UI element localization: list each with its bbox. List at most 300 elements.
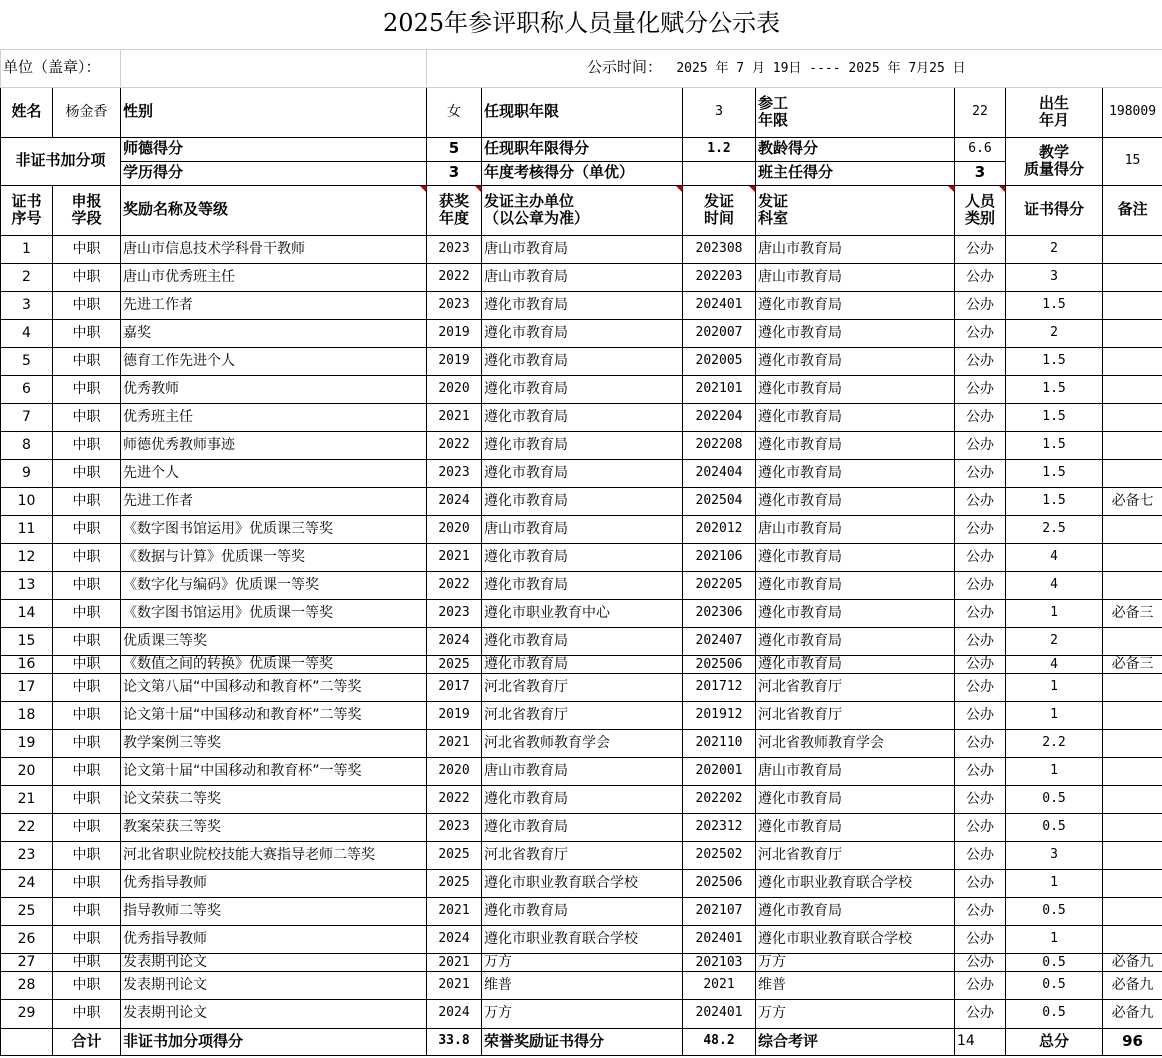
row-seq: 12 — [1, 543, 53, 571]
row-stage: 中职 — [53, 971, 121, 999]
total-score-value: 96 — [1103, 1028, 1162, 1055]
row-category: 公办 — [955, 897, 1006, 925]
row-note — [1103, 543, 1162, 571]
row-time: 202504 — [683, 487, 756, 515]
row-stage: 中职 — [53, 813, 121, 841]
row-year: 2022 — [427, 571, 482, 599]
table-row — [1, 375, 1162, 403]
table-row — [1, 841, 1162, 869]
row-time: 202103 — [683, 953, 756, 971]
row-stage: 中职 — [53, 319, 121, 347]
row-issuer: 遵化市职业教育中心 — [482, 599, 683, 627]
table-row — [1, 403, 1162, 431]
row-year: 2024 — [427, 627, 482, 655]
row-award: 教学案例三等奖 — [121, 729, 427, 757]
row-note — [1103, 375, 1162, 403]
row-score: 1.5 — [1006, 459, 1103, 487]
row-seq: 2 — [1, 263, 53, 291]
row-note — [1103, 701, 1162, 729]
row-category: 公办 — [955, 599, 1006, 627]
row-stage: 中职 — [53, 729, 121, 757]
row-category: 公办 — [955, 627, 1006, 655]
row-score: 2 — [1006, 235, 1103, 263]
row-category: 公办 — [955, 655, 1006, 673]
row-year: 2024 — [427, 925, 482, 953]
row-year: 2023 — [427, 235, 482, 263]
table-row — [1, 925, 1162, 953]
row-award: 先进工作者 — [121, 291, 427, 319]
row-issuer: 唐山市教育局 — [482, 263, 683, 291]
row-issuer: 遵化市教育局 — [482, 897, 683, 925]
row-year: 2020 — [427, 757, 482, 785]
row-stage: 中职 — [53, 375, 121, 403]
header-year-line1: 获奖 — [438, 191, 469, 210]
header-category — [955, 185, 1006, 235]
work-years-value: 22 — [955, 87, 1006, 137]
row-stage: 中职 — [53, 263, 121, 291]
row-issuer: 唐山市教育局 — [482, 235, 683, 263]
row-dept: 遵化市教育局 — [756, 431, 955, 459]
row-seq: 16 — [1, 655, 53, 673]
row-year: 2024 — [427, 487, 482, 515]
row-score: 0.5 — [1006, 971, 1103, 999]
row-note — [1103, 319, 1162, 347]
row-award: 优秀班主任 — [121, 403, 427, 431]
row-note — [1103, 515, 1162, 543]
row-issuer: 遵化市职业教育联合学校 — [482, 925, 683, 953]
header-category-line1: 人员 — [964, 191, 995, 210]
header-stage-line1: 申报 — [71, 191, 102, 210]
row-year: 2021 — [427, 729, 482, 757]
header-year-line2: 年度 — [438, 209, 469, 227]
row-year: 2021 — [427, 897, 482, 925]
table-row — [1, 459, 1162, 487]
work-years-label-line2: 年限 — [758, 111, 789, 129]
row-stage: 中职 — [53, 757, 121, 785]
table-row — [1, 291, 1162, 319]
row-time: 202110 — [683, 729, 756, 757]
row-category: 公办 — [955, 971, 1006, 999]
row-category: 公办 — [955, 841, 1006, 869]
row-note — [1103, 925, 1162, 953]
table-row — [1, 785, 1162, 813]
row-score: 3 — [1006, 841, 1103, 869]
row-issuer: 维普 — [482, 971, 683, 999]
row-issuer: 遵化市教育局 — [482, 813, 683, 841]
row-dept: 河北省教育厅 — [756, 841, 955, 869]
row-note: 必备三 — [1103, 655, 1162, 673]
row-dept: 万方 — [756, 999, 955, 1028]
row-category: 公办 — [955, 673, 1006, 701]
row-score: 2 — [1006, 319, 1103, 347]
row-dept: 唐山市教育局 — [756, 263, 955, 291]
row-award: 唐山市信息技术学科骨干教师 — [121, 235, 427, 263]
row-award: 发表期刊论文 — [121, 953, 427, 971]
row-note — [1103, 235, 1162, 263]
row-issuer: 唐山市教育局 — [482, 757, 683, 785]
row-year: 2021 — [427, 971, 482, 999]
ethics-label: 师德得分 — [121, 137, 427, 161]
row-seq: 27 — [1, 953, 53, 971]
total-score-label: 总分 — [1006, 1028, 1103, 1055]
row-time: 202204 — [683, 403, 756, 431]
page-title: 2025年参评职称人员量化赋分公示表 — [1, 0, 1162, 49]
row-year: 2025 — [427, 869, 482, 897]
row-stage: 中职 — [53, 897, 121, 925]
row-time: 202306 — [683, 599, 756, 627]
row-year: 2022 — [427, 785, 482, 813]
row-award: 《数据与计算》优质课一等奖 — [121, 543, 427, 571]
row-seq: 19 — [1, 729, 53, 757]
row-note — [1103, 673, 1162, 701]
row-time: 201912 — [683, 701, 756, 729]
row-award: 优秀指导教师 — [121, 925, 427, 953]
row-category: 公办 — [955, 701, 1006, 729]
work-years-label — [756, 87, 955, 137]
row-score: 3 — [1006, 263, 1103, 291]
publicity-label: 公示时间： — [587, 58, 663, 77]
row-stage: 中职 — [53, 291, 121, 319]
row-seq: 11 — [1, 515, 53, 543]
row-issuer: 遵化市教育局 — [482, 319, 683, 347]
row-seq: 21 — [1, 785, 53, 813]
row-award: 嘉奖 — [121, 319, 427, 347]
row-dept: 遵化市教育局 — [756, 785, 955, 813]
row-time: 202005 — [683, 347, 756, 375]
row-dept: 遵化市教育局 — [756, 543, 955, 571]
row-score: 1 — [1006, 925, 1103, 953]
row-award: 《数字化与编码》优质课一等奖 — [121, 571, 427, 599]
row-note: 必备九 — [1103, 953, 1162, 971]
row-year: 2019 — [427, 347, 482, 375]
row-year: 2021 — [427, 543, 482, 571]
row-note — [1103, 729, 1162, 757]
row-dept: 遵化市教育局 — [756, 599, 955, 627]
table-row — [1, 813, 1162, 841]
row-award: 优秀教师 — [121, 375, 427, 403]
footer-blank — [1, 1028, 53, 1055]
row-note — [1103, 571, 1162, 599]
row-year: 2022 — [427, 431, 482, 459]
row-stage: 中职 — [53, 627, 121, 655]
row-year: 2025 — [427, 655, 482, 673]
row-category: 公办 — [955, 319, 1006, 347]
row-seq: 13 — [1, 571, 53, 599]
row-seq: 24 — [1, 869, 53, 897]
row-dept: 遵化市教育局 — [756, 813, 955, 841]
row-issuer: 遵化市教育局 — [482, 291, 683, 319]
row-category: 公办 — [955, 813, 1006, 841]
row-seq: 28 — [1, 971, 53, 999]
row-award: 教案荣获三等奖 — [121, 813, 427, 841]
row-score: 2.5 — [1006, 515, 1103, 543]
header-score: 证书得分 — [1006, 185, 1103, 235]
row-seq: 5 — [1, 347, 53, 375]
row-award: 先进工作者 — [121, 487, 427, 515]
row-seq: 1 — [1, 235, 53, 263]
row-year: 2024 — [427, 999, 482, 1028]
row-issuer: 遵化市教育局 — [482, 655, 683, 673]
header-seq-line2: 序号 — [11, 209, 42, 227]
row-score: 1 — [1006, 599, 1103, 627]
row-time: 202001 — [683, 757, 756, 785]
row-category: 公办 — [955, 729, 1006, 757]
header-time-line1: 发证 — [703, 191, 734, 210]
row-score: 0.5 — [1006, 999, 1103, 1028]
header-issuer — [482, 185, 683, 235]
row-category: 公办 — [955, 515, 1006, 543]
header-time — [683, 185, 756, 235]
row-dept: 遵化市教育局 — [756, 571, 955, 599]
row-score: 1.5 — [1006, 403, 1103, 431]
row-dept: 遵化市教育局 — [756, 897, 955, 925]
row-award: 《数字图书馆运用》优质课一等奖 — [121, 599, 427, 627]
row-seq: 25 — [1, 897, 53, 925]
row-issuer: 河北省教育厅 — [482, 701, 683, 729]
row-seq: 20 — [1, 757, 53, 785]
row-seq: 22 — [1, 813, 53, 841]
row-note — [1103, 291, 1162, 319]
table-row — [1, 729, 1162, 757]
row-score: 1.5 — [1006, 347, 1103, 375]
table-row — [1, 319, 1162, 347]
row-score: 1.5 — [1006, 375, 1103, 403]
table-row — [1, 627, 1162, 655]
row-category: 公办 — [955, 347, 1006, 375]
header-stage-line2: 学段 — [71, 209, 102, 227]
row-note — [1103, 459, 1162, 487]
row-time: 202506 — [683, 869, 756, 897]
table-row — [1, 599, 1162, 627]
row-time: 202007 — [683, 319, 756, 347]
row-seq: 29 — [1, 999, 53, 1028]
row-stage: 中职 — [53, 235, 121, 263]
non-cert-total-label: 非证书加分项得分 — [121, 1028, 427, 1055]
table-row — [1, 869, 1162, 897]
row-issuer: 遵化市教育局 — [482, 459, 683, 487]
row-score: 2 — [1006, 627, 1103, 655]
row-stage: 中职 — [53, 869, 121, 897]
row-year: 2020 — [427, 375, 482, 403]
row-seq: 18 — [1, 701, 53, 729]
row-issuer: 遵化市教育局 — [482, 375, 683, 403]
row-category: 公办 — [955, 999, 1006, 1028]
header-dept — [756, 185, 955, 235]
headteacher-value: 3 — [955, 161, 1006, 185]
row-category: 公办 — [955, 953, 1006, 971]
row-award: 德育工作先进个人 — [121, 347, 427, 375]
row-seq: 17 — [1, 673, 53, 701]
row-award: 论文第十届“中国移动和教育杯”一等奖 — [121, 757, 427, 785]
award-rows — [1, 235, 1162, 1028]
row-dept: 遵化市教育局 — [756, 627, 955, 655]
row-dept: 遵化市教育局 — [756, 403, 955, 431]
row-category: 公办 — [955, 235, 1006, 263]
birth-label-line1: 出生 — [1038, 93, 1069, 112]
row-stage: 中职 — [53, 655, 121, 673]
teaching-age-label: 教龄得分 — [756, 137, 955, 161]
row-award: 论文荣获二等奖 — [121, 785, 427, 813]
row-award: 师德优秀教师事迹 — [121, 431, 427, 459]
row-issuer: 遵化市教育局 — [482, 571, 683, 599]
table-row — [1, 543, 1162, 571]
headteacher-label: 班主任得分 — [756, 161, 955, 185]
row-category: 公办 — [955, 459, 1006, 487]
row-score: 0.5 — [1006, 785, 1103, 813]
row-note — [1103, 627, 1162, 655]
quality-value: 15 — [1103, 137, 1162, 185]
row-note — [1103, 263, 1162, 291]
row-issuer: 遵化市教育局 — [482, 403, 683, 431]
row-score: 0.5 — [1006, 897, 1103, 925]
total-label: 合计 — [53, 1028, 121, 1055]
row-category: 公办 — [955, 869, 1006, 897]
row-dept: 万方 — [756, 953, 955, 971]
table-row — [1, 953, 1162, 971]
row-note — [1103, 757, 1162, 785]
row-dept: 遵化市职业教育联合学校 — [756, 869, 955, 897]
ethics-value: 5 — [427, 137, 482, 161]
gender-label: 性别 — [121, 87, 427, 137]
row-note — [1103, 813, 1162, 841]
row-score: 0.5 — [1006, 813, 1103, 841]
quality-label — [1006, 137, 1103, 185]
row-award: 优质课三等奖 — [121, 627, 427, 655]
row-year: 2023 — [427, 459, 482, 487]
table-row — [1, 235, 1162, 263]
row-year: 2023 — [427, 813, 482, 841]
row-time: 202208 — [683, 431, 756, 459]
row-score: 0.5 — [1006, 953, 1103, 971]
row-note: 必备三 — [1103, 599, 1162, 627]
row-stage: 中职 — [53, 953, 121, 971]
row-category: 公办 — [955, 403, 1006, 431]
row-dept: 唐山市教育局 — [756, 757, 955, 785]
row-seq: 10 — [1, 487, 53, 515]
row-time: 202012 — [683, 515, 756, 543]
row-category: 公办 — [955, 543, 1006, 571]
table-row — [1, 263, 1162, 291]
table-row — [1, 701, 1162, 729]
table-row — [1, 673, 1162, 701]
header-issuer-line1: 发证主办单位 — [484, 191, 575, 210]
row-seq: 6 — [1, 375, 53, 403]
row-seq: 3 — [1, 291, 53, 319]
row-score: 1 — [1006, 757, 1103, 785]
row-stage: 中职 — [53, 403, 121, 431]
row-year: 2023 — [427, 599, 482, 627]
row-dept: 维普 — [756, 971, 955, 999]
header-dept-line2: 科室 — [758, 209, 789, 227]
years-label: 任现职年限 — [482, 87, 683, 137]
row-dept: 唐山市教育局 — [756, 515, 955, 543]
row-stage: 中职 — [53, 571, 121, 599]
header-seq-line1: 证书 — [11, 191, 42, 210]
years-score-value: 1.2 — [683, 137, 756, 161]
row-note: 必备九 — [1103, 971, 1162, 999]
row-award: 唐山市优秀班主任 — [121, 263, 427, 291]
row-seq: 14 — [1, 599, 53, 627]
teaching-age-value: 6.6 — [955, 137, 1006, 161]
header-year — [427, 185, 482, 235]
quality-label-line1: 教学 — [1038, 142, 1069, 161]
table-row — [1, 971, 1162, 999]
header-dept-line1: 发证 — [758, 191, 789, 210]
row-dept: 遵化市职业教育联合学校 — [756, 925, 955, 953]
row-stage: 中职 — [53, 841, 121, 869]
education-value: 3 — [427, 161, 482, 185]
row-time: 202404 — [683, 459, 756, 487]
row-year: 2025 — [427, 841, 482, 869]
header-time-line2: 时间 — [703, 209, 734, 227]
row-dept: 遵化市教育局 — [756, 347, 955, 375]
row-note — [1103, 869, 1162, 897]
unit-stamp-area — [121, 49, 427, 87]
row-award: 指导教师二等奖 — [121, 897, 427, 925]
gender-value: 女 — [427, 87, 482, 137]
annual-label: 年度考核得分（单优） — [482, 161, 683, 185]
row-dept: 唐山市教育局 — [756, 235, 955, 263]
row-score: 4 — [1006, 543, 1103, 571]
row-award: 论文第十届“中国移动和教育杯”二等奖 — [121, 701, 427, 729]
quality-label-line2: 质量得分 — [1023, 160, 1084, 178]
publicity-time — [427, 49, 1162, 87]
row-issuer: 遵化市职业教育联合学校 — [482, 869, 683, 897]
table-row — [1, 515, 1162, 543]
row-time: 202407 — [683, 627, 756, 655]
row-seq: 8 — [1, 431, 53, 459]
row-award: 《数字图书馆运用》优质课三等奖 — [121, 515, 427, 543]
row-dept: 遵化市教育局 — [756, 459, 955, 487]
education-label: 学历得分 — [121, 161, 427, 185]
row-time: 202502 — [683, 841, 756, 869]
row-category: 公办 — [955, 291, 1006, 319]
row-time: 202106 — [683, 543, 756, 571]
row-time: 202107 — [683, 897, 756, 925]
header-stage — [53, 185, 121, 235]
row-score: 4 — [1006, 655, 1103, 673]
years-score-label: 任现职年限得分 — [482, 137, 683, 161]
table-row — [1, 347, 1162, 375]
row-year: 2023 — [427, 291, 482, 319]
row-category: 公办 — [955, 785, 1006, 813]
table-row — [1, 431, 1162, 459]
table-row — [1, 897, 1162, 925]
overall-label: 综合考评 — [756, 1028, 955, 1055]
row-issuer: 遵化市教育局 — [482, 347, 683, 375]
work-years-label-line1: 参工 — [758, 93, 789, 112]
table-row — [1, 487, 1162, 515]
table-row — [1, 999, 1162, 1028]
row-award: 先进个人 — [121, 459, 427, 487]
row-seq: 4 — [1, 319, 53, 347]
row-seq: 7 — [1, 403, 53, 431]
row-issuer: 遵化市教育局 — [482, 431, 683, 459]
row-issuer: 遵化市教育局 — [482, 627, 683, 655]
row-time: 202401 — [683, 999, 756, 1028]
row-issuer: 遵化市教育局 — [482, 543, 683, 571]
row-time: 2021 — [683, 971, 756, 999]
row-time: 202203 — [683, 263, 756, 291]
row-award: 发表期刊论文 — [121, 999, 427, 1028]
row-award: 论文第八届“中国移动和教育杯”二等奖 — [121, 673, 427, 701]
row-score: 2.2 — [1006, 729, 1103, 757]
header-seq — [1, 185, 53, 235]
row-issuer: 万方 — [482, 953, 683, 971]
row-seq: 9 — [1, 459, 53, 487]
row-time: 202401 — [683, 291, 756, 319]
row-stage: 中职 — [53, 459, 121, 487]
